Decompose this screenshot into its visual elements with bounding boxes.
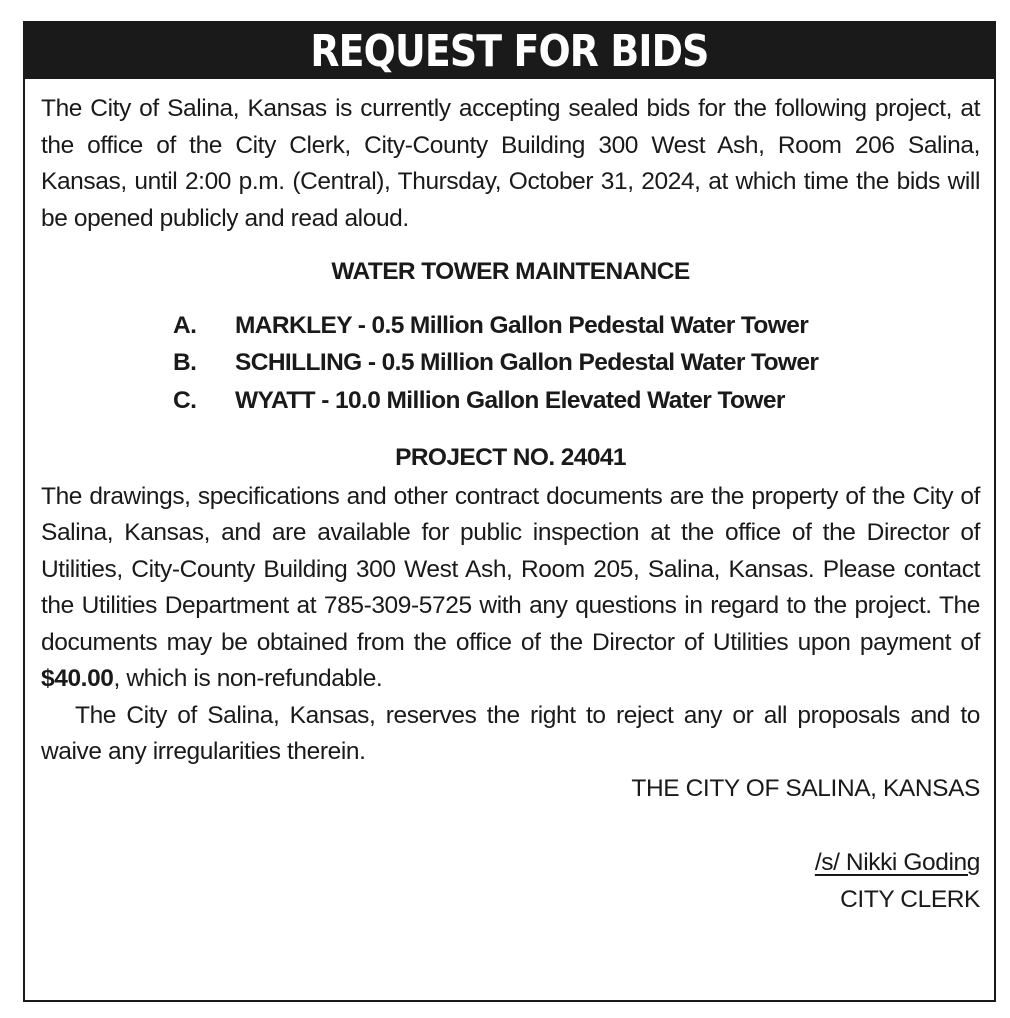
notice-title-banner: [25, 23, 994, 79]
list-item-text: WYATT - 10.0 Million Gallon Elevated Water Tower: [235, 386, 785, 414]
documents-text-before: The drawings, specifications and other contract documents are the property of the City of Salina, Kansas, and are available for public inspection at the office of the Director of Utilities, City-County Building 300 West Ash, Room 205, Salina, Kansas. Please contact the Utilities Department at 785-309-5725 with any questions in regard to the project. The documents may be obtained from the office of the Director of Utilities upon payment of: [41, 482, 980, 656]
signature: /s/ Nikki Goding: [814, 849, 980, 876]
reservation-paragraph: The City of Salina, Kansas, reserves the right to reject any or all proposals and to waive any irregularities therein.: [41, 701, 980, 765]
notice-title: REQUEST FOR BIDS: [310, 25, 709, 77]
list-item: [41, 383, 980, 421]
list-item-letter: B.: [173, 349, 197, 376]
signer-title: CITY CLERK: [840, 885, 980, 913]
documents-text-after: , which is non-refundable.: [113, 665, 383, 692]
documents-fee: $40.00: [41, 665, 114, 692]
project-number: PROJECT NO. 24041: [395, 444, 626, 471]
list-item: [41, 308, 980, 346]
signature-spacer: [41, 807, 980, 845]
intro-paragraph: The City of Salina, Kansas is currently accepting sealed bids for the following project, at the office of the City Clerk, City-County Building 300 West Ash, Room 206 Salina, Kansas, until 2:00 p.m. (Central), Thursday, October 31, 2024, at which time the bids will be opened publicly and read aloud.: [41, 95, 980, 232]
notice-body: [41, 91, 980, 918]
tower-list: [41, 308, 980, 421]
documents-paragraph: [41, 479, 980, 698]
list-item-text: MARKLEY - 0.5 Million Gallon Pedestal Water Tower: [235, 311, 809, 339]
list-item: [41, 345, 980, 383]
list-item-letter: A.: [173, 311, 197, 339]
signature-line: [41, 845, 980, 882]
legal-notice: [23, 21, 996, 1002]
list-item-letter: C.: [173, 386, 197, 414]
list-item-text: SCHILLING - 0.5 Million Gallon Pedestal Water Tower: [235, 349, 819, 376]
issuer-name: THE CITY OF SALINA, KANSAS: [631, 774, 980, 802]
project-title: WATER TOWER MAINTENANCE: [331, 258, 690, 285]
